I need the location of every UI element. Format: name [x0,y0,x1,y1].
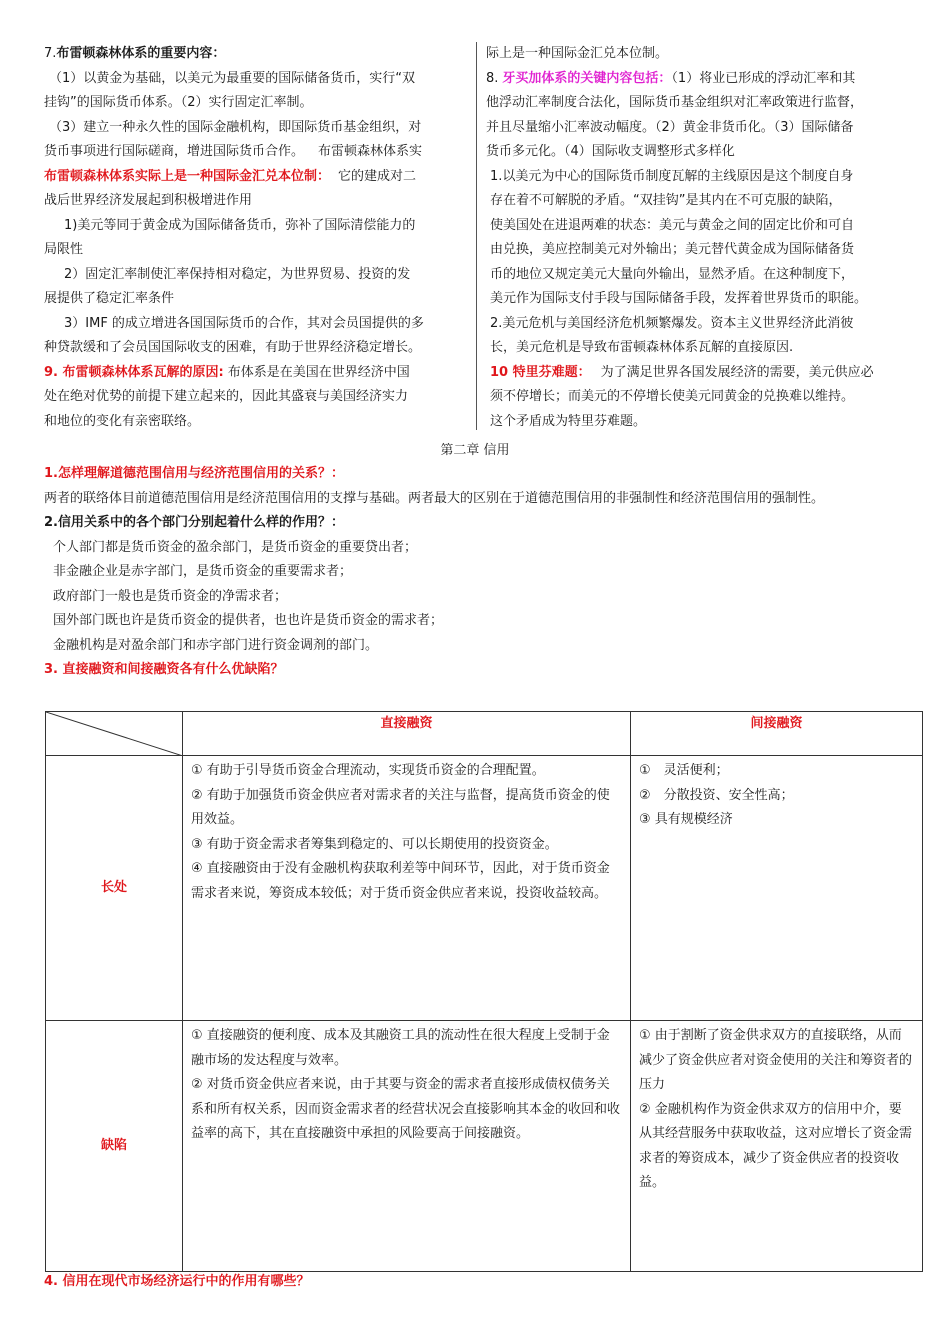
row-label-strength: 长处 [46,756,183,1021]
text-line: 货币事项进行国际磋商，增进国际货币合作。 布雷顿森林体系实 [44,144,423,159]
q1-answer: 两者的联络体目前道德范围信用是经济范围信用的支撑与基础。两者最大的区别在于道德范围信用的非强制性和经济范围信用的强制性。 [44,490,825,506]
text-line: 战后世界经济发展起到积极增进作用 [44,193,253,208]
text-line: 使美国处在进退两难的状态：美元与黄金之间的固定比价和可自 [490,217,855,233]
table-row [46,1021,923,1272]
text-line: 他浮动汇率制度合法化，国际货币基金组织对汇率政策进行监督， [486,95,864,110]
list-item: ① 由于割断了资金供求双方的直接联络，从而减少了资金供应者对资金使用的关注和筹资者的压力 [639,1028,913,1092]
q2-heading: 2.信用关系中的各个部门分别起着什么样的作用？： [44,515,344,530]
text-line: 3）IMF 的成立增进各国国际货币的合作，其对会员国提供的多 [64,315,424,331]
text-line: 币的地位又规定美元大量向外输出，显然矛盾。在这种制度下， [490,266,855,282]
text-line: 局限性 [44,242,84,257]
text-line: 货币多元化。（4）国际收支调整形式多样化 [486,144,735,159]
chapter-two-body [44,462,912,683]
text-line: 并且尽量缩小汇率波动幅度。（2）黄金非货币化。（3）国际储备 [486,119,854,135]
list-item: 个人部门都是货币资金的盈余部门，是货币资金的重要贷出者； [53,539,418,555]
text-line: 2）固定汇率制使汇率保持相对稳定，为世界贸易、投资的发 [64,266,411,282]
list-item: 国外部门既也许是货币资金的提供者，也也许是货币资金的需求者； [53,613,444,628]
text-line: 由兑换，美应控制美元对外输出；美元替代黄金成为国际储备货 [490,242,855,257]
q9-heading: 9. 布雷顿森林体系瓦解的原因: 布体系是在美国在世界经济中国 [44,364,410,380]
list-item: ② 有助于加强货币资金供应者对需求者的关注与监督，提高货币资金的使用效益。 [191,787,610,827]
column-header-indirect: 间接融资 [631,712,923,756]
direct-strength-cell [183,756,631,1021]
text-line: 长，美元危机是导致布雷顿森林体系瓦解的直接原因. [490,340,794,355]
q3-heading: 3. 直接融资和间接融资各有什么优缺陷？ [44,662,284,677]
list-item: ③ 具有规模经济 [639,812,733,827]
text-line: 须不停增长；而美元的不停增长使美元同黄金的兑换难以维持。 [490,389,855,404]
nature-heading: 布雷顿森林体系实际上是一种国际金汇兑本位制： 它的建成对二 [44,168,417,184]
q7-heading: 7.布雷顿森林体系的重要内容： [44,46,226,61]
list-item: ② 对货币资金供应者来说，由于其要与资金的需求者直接形成债权债务关系和所有权关系，因而资金需求者的经营状况会直接影响其本金的收回和收益率的高下，其在直接融资中承担的风险要高于间接融资。 [191,1077,621,1141]
text-line: 际上是一种国际金汇兑本位制。 [486,46,669,61]
table-header-row [46,712,923,756]
row-label-weakness: 缺陷 [46,1021,183,1272]
list-item: ③ 有助于资金需求者筹集到稳定的、可以长期使用的投资资金。 [191,836,558,852]
column-divider [476,42,477,430]
text-line: 展提供了稳定汇率条件 [44,291,175,306]
left-column [44,42,464,434]
text-line: 2.美元危机与美国经济危机频繁爆发。资本主义世界经济此消彼 [490,315,854,331]
text-line: 挂钩”的国际货币体系。（2）实行固定汇率制。 [44,95,313,110]
text-line: （1）以黄金为基础，以美元为最重要的国际储备货币，实行“双 [49,70,416,86]
text-line: 美元作为国际支付手段与国际储备手段，发挥着世界货币的职能。 [490,291,868,306]
q4-heading: 4. 信用在现代市场经济运行中的作用有哪些？ [44,1274,310,1289]
list-item: ② 金融机构作为资金供求双方的信用中介，要从其经营服务中获取收益，这对应增长了资金需求者的筹资成本，减少了资金供应者的投资收益。 [639,1101,913,1190]
direct-weakness-cell [183,1021,631,1272]
list-item: 非金融企业是赤字部门，是货币资金的重要需求者； [53,564,353,579]
text-line: 和地位的变化有亲密联络。 [44,413,201,429]
list-item: ② 分散投资、安全性高； [639,787,794,803]
text-line: 1.以美元为中心的国际货币制度瓦解的主线原因是这个制度自身 [490,168,854,184]
text-line: 这个矛盾成为特里芬难题。 [490,413,647,429]
chapter-title: 第二章 信用 [440,443,510,458]
diagonal-line [46,712,183,756]
q10-heading: 10 特里芬难题： 为了满足世界各国发展经济的需要，美元供应必 [490,364,874,380]
text-line: 处在绝对优势的前提下建立起来的，因此其盛衰与美国经济实力 [44,389,409,404]
list-item: ④ 直接融资由于没有金融机构获取利差等中间环节，因此，对于货币资金需求者来说，筹资成本较低；对于货币资金供应者来说，投资收益较高。 [191,861,610,901]
financing-comparison-table [45,711,923,1272]
indirect-weakness-cell [631,1021,923,1272]
text-line: 存在着不可解脱的矛盾。“双挂钩”是其内在不可克服的缺陷， [490,193,842,208]
text-line: 种贷款缓和了会员国国际收支的困难，有助于世界经济稳定增长。 [44,340,422,355]
list-item: ① 有助于引导货币资金合理流动，实现货币资金的合理配置。 [191,763,545,778]
text-line: （3）建立一种永久性的国际金融机构，即国际货币基金组织，对 [49,119,422,135]
right-column [486,42,912,434]
list-item: 金融机构是对盈余部门和赤字部门进行资金调剂的部门。 [53,637,379,653]
q8-heading: 8. 牙买加体系的关键内容包括：（1）将业已形成的浮动汇率和其 [486,70,856,86]
list-item: 政府部门一般也是货币资金的净需求者； [53,588,288,604]
diagonal-header-cell [46,712,183,756]
column-header-direct: 直接融资 [183,712,631,756]
list-item: ① 直接融资的便利度、成本及其融资工具的流动性在很大程度上受制于金融市场的发达程度与效率。 [191,1028,610,1068]
two-column-section [44,42,912,440]
text-line: 1)美元等同于黄金成为国际储备货币，弥补了国际清偿能力的 [64,217,416,233]
list-item: ① 灵活便利； [639,763,729,778]
q1-heading: 1.怎样理解道德范围信用与经济范围信用的关系？： [44,466,344,481]
indirect-strength-cell [631,756,923,1021]
table-row [46,756,923,1021]
